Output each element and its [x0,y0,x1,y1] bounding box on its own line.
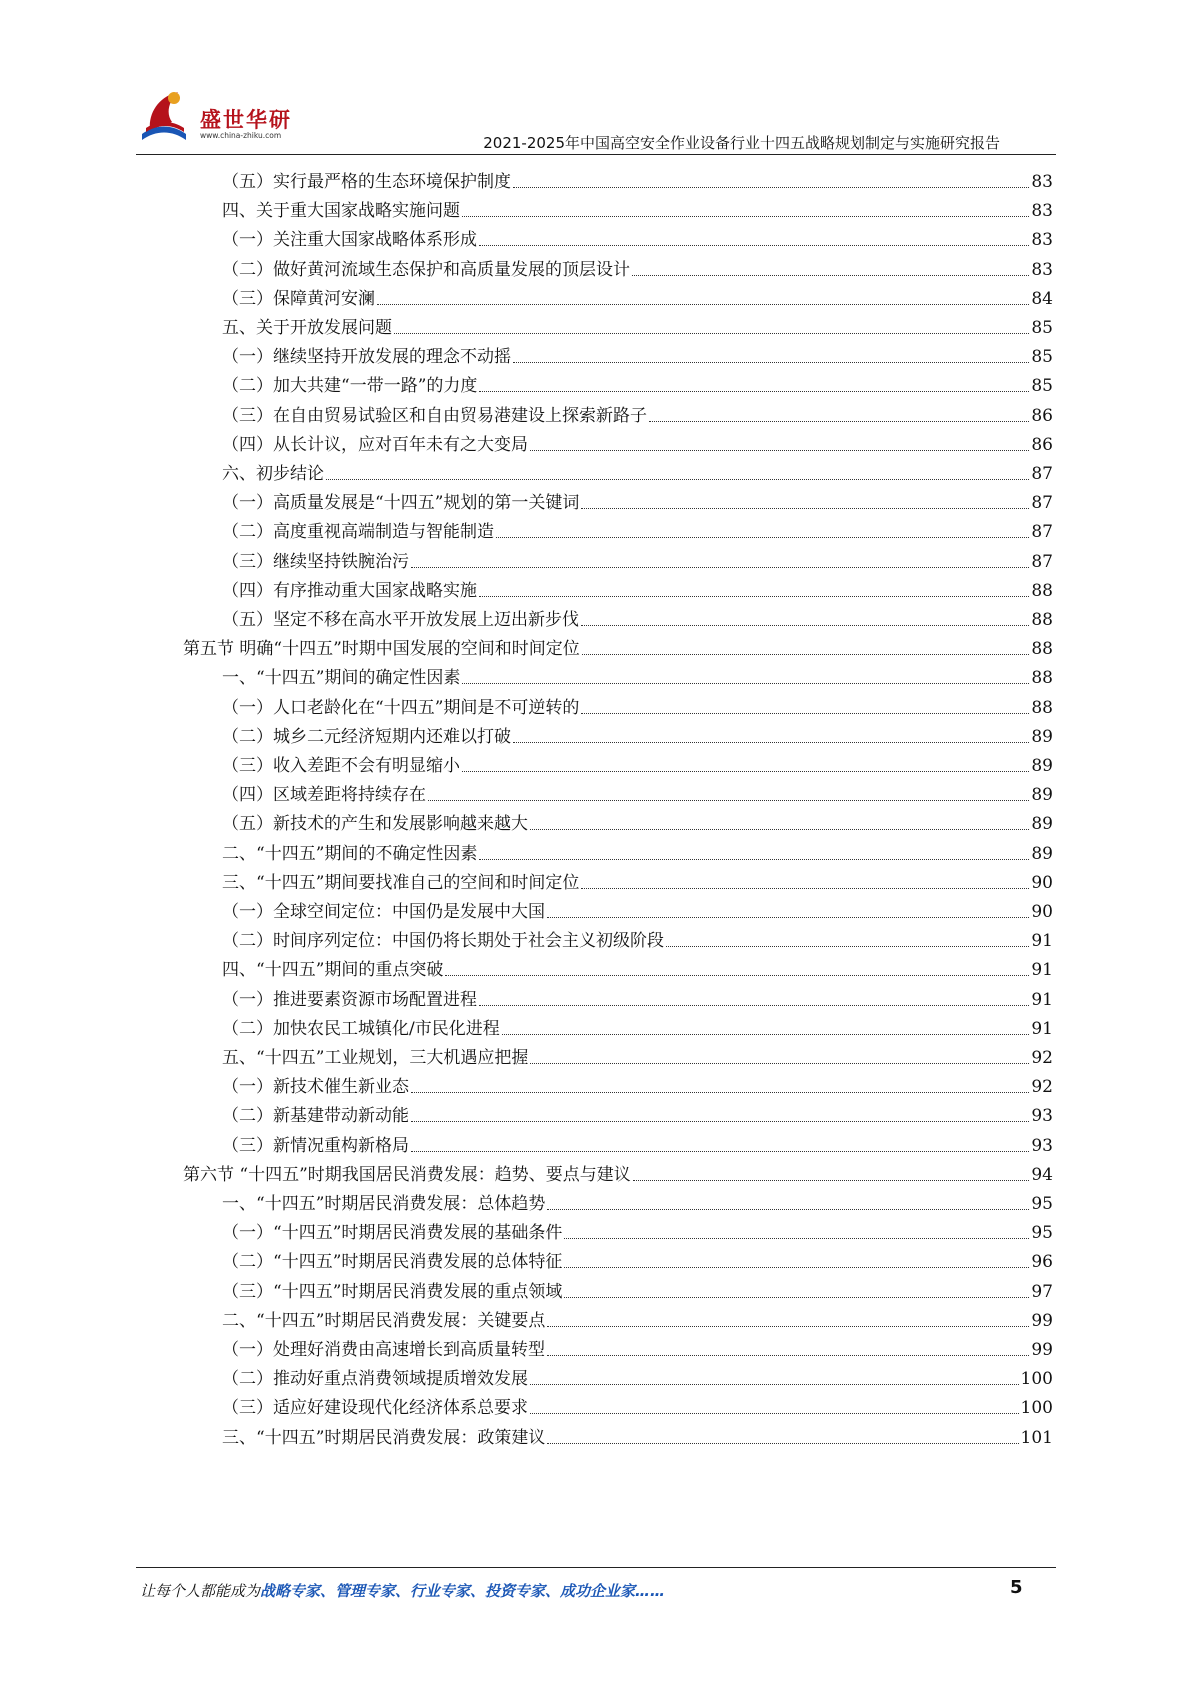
toc-entry-page: 83 [1031,172,1053,192]
toc-entry-label: （一）新技术催生新业态 [222,1077,409,1098]
toc-entry[interactable] [222,366,1053,397]
toc-dot-leader [547,1325,1029,1327]
toc-dot-leader [547,916,1029,918]
toc-entry-page: 99 [1031,1340,1053,1360]
slogan-highlight: 战略专家、管理专家、行业专家、投资专家、成功企业家…… [260,1582,666,1600]
toc-entry[interactable] [222,1184,1053,1215]
toc-entry[interactable] [222,1009,1053,1040]
toc-entry-page: 93 [1031,1135,1053,1156]
toc-entry[interactable] [183,629,1053,660]
toc-dot-leader [445,974,1029,976]
header-divider [136,154,1056,155]
toc-dot-leader [530,828,1029,830]
toc-dot-leader [479,858,1029,860]
toc-entry-page: 91 [1031,1018,1053,1039]
toc-dot-leader [513,361,1029,363]
toc-dot-leader [326,478,1029,480]
toc-entry-page: 100 [1020,1369,1053,1390]
toc-entry-label: （一）处理好消费由高速增长到高质量转型 [222,1340,545,1360]
toc-dot-leader [581,507,1029,509]
toc-entry-label: 三、“十四五”期间要找准自己的空间和时间定位 [222,872,580,893]
report-title: 2021-2025年中国高空安全作业设备行业十四五战略规划制定与实施研究报告 [483,134,1000,152]
toc-entry-page: 101 [1020,1427,1053,1448]
toc-entry[interactable] [222,396,1053,427]
toc-entry-page: 87 [1031,551,1053,572]
toc-dot-leader [564,1266,1029,1268]
toc-entry-label: （三）保障黄河安澜 [222,288,375,309]
logo-url: www.china-zhiku.com [200,131,282,140]
toc-entry[interactable] [222,804,1053,835]
toc-entry-page: 96 [1031,1252,1053,1273]
toc-entry-page: 92 [1031,1077,1053,1098]
toc-entry-label: 五、关于开放发展问题 [222,318,392,338]
toc-entry-label: （一）“十四五”时期居民消费发展的基础条件 [222,1223,563,1244]
toc-entry[interactable] [222,1272,1053,1303]
toc-entry-label: （二）高度重视高端制造与智能制造 [222,522,494,543]
toc-entry[interactable] [222,1388,1053,1419]
toc-entry-label: （四）有序推动重大国家战略实施 [222,580,477,601]
toc-entry-label: 一、“十四五”时期居民消费发展：总体趋势 [222,1194,546,1214]
toc-entry[interactable] [222,921,1053,952]
toc-entry-page: 87 [1031,522,1053,543]
toc-entry-label: 四、关于重大国家战略实施问题 [222,201,460,222]
toc-entry-label: （四）从长计议，应对百年未有之大变局 [222,434,528,455]
toc-entry-page: 89 [1031,785,1053,806]
toc-entry-label: （二）做好黄河流域生态保护和高质量发展的顶层设计 [222,259,630,280]
toc-entry-page: 91 [1031,960,1053,981]
toc-dot-leader [649,420,1029,422]
page-number: 5 [1010,1577,1023,1598]
toc-entry[interactable] [222,1359,1053,1390]
toc-entry-label: 四、“十四五”期间的重点突破 [222,960,444,981]
toc-entry[interactable] [222,162,1053,193]
toc-entry-page: 87 [1031,493,1053,514]
toc-entry-page: 88 [1031,580,1053,601]
toc-entry-label: 二、“十四五”期间的不确定性因素 [222,843,478,864]
toc-entry-label: （四）区域差距将持续存在 [222,785,426,806]
toc-entry[interactable] [222,1330,1053,1361]
slogan-prefix: 让每个人都能成为 [140,1582,261,1600]
footer-divider [136,1567,1056,1568]
page-header [0,0,1191,158]
toc-entry-page: 93 [1031,1106,1053,1127]
toc-entry-page: 91 [1031,989,1053,1010]
toc-entry[interactable] [222,512,1053,543]
logo-name: 盛世华研 [200,108,292,132]
toc-entry-label: （五）新技术的产生和发展影响越来越大 [222,814,528,835]
toc-entry-label: 五、“十四五”工业规划，三大机遇应把握 [222,1048,529,1068]
toc-entry-page: 85 [1031,318,1053,338]
toc-dot-leader [513,186,1029,188]
toc-entry-page: 86 [1031,405,1053,426]
toc-entry-label: （三）在自由贸易试验区和自由贸易港建设上探索新路子 [222,405,647,426]
toc-entry-page: 85 [1031,376,1053,397]
toc-entry-label: （二）“十四五”时期居民消费发展的总体特征 [222,1252,563,1273]
toc-dot-leader [581,887,1029,889]
toc-entry[interactable] [222,950,1053,981]
toc-entry-label: （一）高质量发展是“十四五”规划的第一关键词 [222,493,580,514]
toc-entry[interactable] [222,600,1053,631]
toc-entry-label: 第五节 明确“十四五”时期中国发展的空间和时间定位 [183,639,580,660]
toc-entry-page: 88 [1031,639,1053,660]
toc-entry[interactable] [222,454,1053,485]
toc-entry-page: 88 [1031,668,1053,689]
toc-entry[interactable] [222,717,1053,748]
toc-entry-label: （三）新情况重构新格局 [222,1135,409,1156]
toc-entry-page: 84 [1031,288,1053,309]
toc-entry[interactable] [222,980,1053,1011]
toc-entry[interactable] [222,688,1053,719]
toc-dot-leader [502,1033,1030,1035]
toc-entry[interactable] [222,337,1053,368]
toc-dot-leader [411,1150,1029,1152]
toc-entry[interactable] [222,279,1053,310]
toc-dot-leader [394,332,1029,334]
toc-entry[interactable] [222,1242,1053,1273]
toc-dot-leader [530,449,1029,451]
toc-entry-label: （三）继续坚持铁腕治污 [222,551,409,572]
toc-dot-leader [564,1296,1029,1298]
toc-dot-leader [530,1412,1019,1414]
toc-entry-page: 90 [1031,902,1053,922]
toc-dot-leader [411,566,1029,568]
toc-entry-page: 90 [1031,872,1053,893]
toc-dot-leader [530,1383,1019,1385]
toc-entry[interactable] [222,425,1053,456]
toc-dot-leader [581,712,1029,714]
toc-entry[interactable] [222,1126,1053,1157]
toc-entry-label: （二）推动好重点消费领域提质增效发展 [222,1369,528,1390]
toc-entry-label: 第六节 “十四五”时期我国居民消费发展：趋势、要点与建议 [183,1164,631,1185]
toc-entry-label: （二）加快农民工城镇化/市民化进程 [222,1018,500,1039]
toc-dot-leader [479,244,1029,246]
toc-entry-page: 89 [1031,726,1053,747]
toc-entry-label: （二）城乡二元经济短期内还难以打破 [222,726,511,747]
toc-dot-leader [462,770,1029,772]
toc-entry-label: （一）人口老龄化在“十四五”期间是不可逆转的 [222,697,580,718]
toc-entry-page: 95 [1031,1223,1053,1244]
toc-entry-page: 94 [1031,1164,1053,1185]
toc-entry-page: 100 [1020,1398,1053,1419]
toc-entry[interactable] [222,1096,1053,1127]
toc-entry-label: （三）适应好建设现代化经济体系总要求 [222,1398,528,1419]
toc-entry-page: 83 [1031,201,1053,222]
toc-entry[interactable] [222,250,1053,281]
toc-dot-leader [462,215,1029,217]
toc-entry[interactable] [222,1418,1053,1449]
toc-dot-leader [632,274,1029,276]
toc-dot-leader [479,1004,1029,1006]
toc-dot-leader [479,390,1029,392]
toc-entry-page: 89 [1031,814,1053,835]
toc-entry-label: 三、“十四五”时期居民消费发展：政策建议 [222,1427,546,1448]
toc-entry-label: 二、“十四五”时期居民消费发展：关键要点 [222,1310,546,1331]
toc-dot-leader [547,1208,1029,1210]
toc-entry[interactable] [222,483,1053,514]
toc-entry-label: （二）新基建带动新动能 [222,1106,409,1127]
toc-entry-label: （一）全球空间定位：中国仍是发展中大国 [222,902,545,922]
toc-entry[interactable] [183,1155,1053,1186]
toc-entry-label: （三）“十四五”时期居民消费发展的重点领域 [222,1281,563,1302]
toc-entry[interactable] [222,892,1053,923]
toc-entry-page: 83 [1031,259,1053,280]
toc-entry-page: 99 [1031,1310,1053,1331]
toc-entry-label: 六、初步结论 [222,464,324,484]
toc-entry-page: 92 [1031,1048,1053,1068]
toc-entry-label: （一）关注重大国家战略体系形成 [222,230,477,251]
toc-entry[interactable] [222,542,1053,573]
toc-entry-label: （五）实行最严格的生态环境保护制度 [222,172,511,192]
toc-dot-leader [530,1062,1029,1064]
toc-dot-leader [547,1442,1018,1444]
toc-entry-page: 87 [1031,464,1053,484]
toc-entry[interactable] [222,1038,1053,1069]
toc-entry[interactable] [222,863,1053,894]
toc-entry-label: （一）继续坚持开放发展的理念不动摇 [222,347,511,368]
toc-entry-page: 97 [1031,1281,1053,1302]
toc-dot-leader [479,595,1029,597]
toc-dot-leader [462,682,1029,684]
toc-entry-page: 95 [1031,1194,1053,1214]
toc-dot-leader [377,303,1029,305]
toc-entry[interactable] [222,834,1053,865]
toc-entry[interactable] [222,1067,1053,1098]
toc-dot-leader [564,1237,1029,1239]
toc-entry-page: 85 [1031,347,1053,368]
toc-dot-leader [581,624,1029,626]
toc-entry-label: 一、“十四五”期间的确定性因素 [222,668,461,689]
toc-entry[interactable] [222,1213,1053,1244]
toc-entry[interactable] [222,571,1053,602]
toc-dot-leader [496,536,1029,538]
footer-slogan [140,1580,665,1601]
toc-entry-label: （二）加大共建“一带一路”的力度 [222,376,478,397]
toc-entry-page: 88 [1031,610,1053,630]
toc-dot-leader [666,945,1029,947]
toc-entry-page: 89 [1031,756,1053,776]
toc-dot-leader [411,1120,1029,1122]
toc-dot-leader [633,1179,1030,1181]
toc-entry-page: 91 [1031,931,1053,952]
toc-entry-page: 83 [1031,230,1053,251]
toc-entry-label: （三）收入差距不会有明显缩小 [222,756,460,776]
toc-entry-label: （二）时间序列定位：中国仍将长期处于社会主义初级阶段 [222,931,664,952]
toc-entry-label: （一）推进要素资源市场配置进程 [222,989,477,1010]
toc-dot-leader [513,741,1029,743]
toc-entry[interactable] [222,308,1053,339]
toc-entry-page: 88 [1031,697,1053,718]
toc-entry[interactable] [222,1301,1053,1332]
toc-dot-leader [582,653,1030,655]
toc-dot-leader [411,1091,1029,1093]
toc-entry-page: 89 [1031,843,1053,864]
toc-dot-leader [547,1354,1029,1356]
toc-entry[interactable] [222,191,1053,222]
toc-entry[interactable] [222,220,1053,251]
toc-entry[interactable] [222,746,1053,777]
toc-entry-page: 86 [1031,434,1053,455]
toc-entry[interactable] [222,658,1053,689]
toc-entry[interactable] [222,775,1053,806]
toc-dot-leader [428,799,1029,801]
toc-entry-label: （五）坚定不移在高水平开放发展上迈出新步伐 [222,610,579,630]
